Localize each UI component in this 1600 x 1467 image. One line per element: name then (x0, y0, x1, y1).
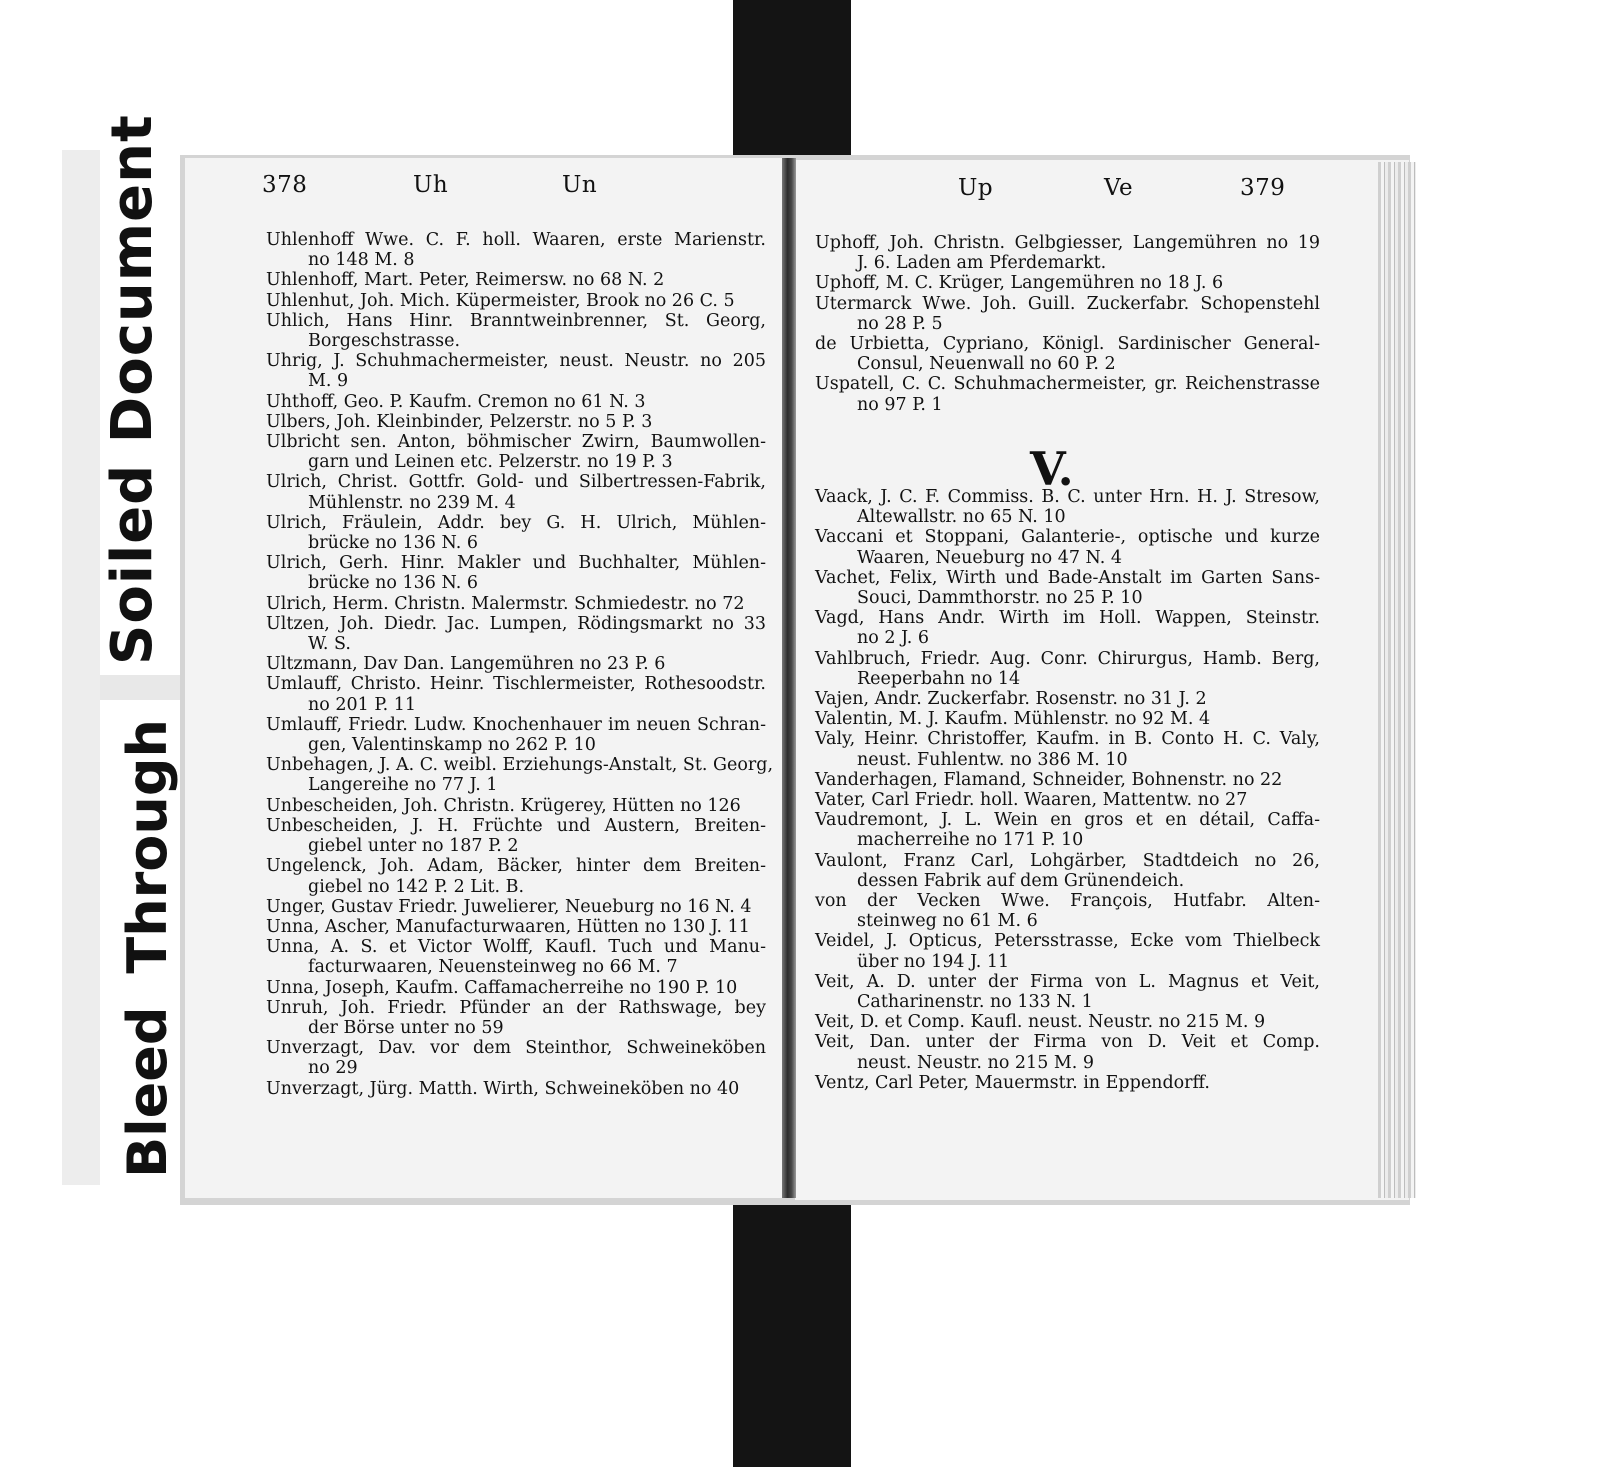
directory-entry (266, 553, 766, 593)
section-letter-v: V. (1030, 442, 1074, 496)
entry-continuation-line: dessen Fabrik auf dem Grünendeich. (857, 870, 1185, 891)
right-page-u-entries (815, 233, 1320, 415)
entry-line: Umlauff, Friedr. Ludw. Knochenhauer im neuen Schran- (266, 714, 766, 735)
entry-line: Uhlenhoff, Mart. Peter, Reimersw. no 68 N. 2 (266, 270, 665, 291)
entry-continuation-line: M. 9 (308, 371, 349, 392)
entry-line: Unna, Ascher, Manufacturwaaren, Hütten no 130 J. 11 (266, 916, 750, 937)
entry-continuation-line: Catharinenstr. no 133 N. 1 (857, 992, 1093, 1013)
directory-entry (815, 294, 1320, 334)
entry-line: Vaack, J. C. F. Commiss. B. C. unter Hrn. H. J. Stresow, (815, 487, 1320, 507)
entry-continuation-line: Souci, Dammthorstr. no 25 P. 10 (857, 588, 1143, 609)
book-gutter (782, 158, 796, 1198)
entry-continuation-line: gen, Valentinskamp no 262 P. 10 (308, 735, 596, 756)
entry-line: Unna, A. S. et Victor Wolff, Kaufl. Tuch und Manu- (266, 937, 766, 958)
directory-entry (815, 1032, 1320, 1072)
entry-continuation-line: Altewallstr. no 65 N. 10 (857, 507, 1066, 528)
entry-line: Veit, A. D. unter der Firma von L. Magnus et Veit, (815, 971, 1320, 992)
entry-continuation-line: brücke no 136 N. 6 (308, 533, 478, 554)
entry-continuation-line: facturwaaren, Neuensteinweg no 66 M. 7 (308, 957, 678, 978)
entry-line: Unbescheiden, Joh. Christn. Krügerey, Hütten no 126 (266, 795, 741, 816)
soiled-document-label: Soiled Document (100, 114, 165, 665)
directory-entry (266, 917, 766, 937)
directory-entry (815, 810, 1320, 850)
entry-line: Unna, Joseph, Kaufm. Caffamacherreihe no 190 P. 10 (266, 977, 738, 998)
entry-continuation-line: no 29 (308, 1058, 358, 1079)
directory-entry (266, 270, 766, 290)
entry-line: Vagd, Hans Andr. Wirth im Holl. Wappen, Steinstr. (815, 608, 1320, 629)
entry-line: Veidel, J. Opticus, Petersstrasse, Ecke vom Thielbeck (815, 931, 1320, 952)
entry-line: Vaulont, Franz Carl, Lohgärber, Stadtdeich no 26, (815, 850, 1320, 871)
directory-entry (815, 1012, 1320, 1032)
entry-line: von der Vecken Wwe. François, Hutfabr. Alten- (815, 891, 1320, 912)
directory-entry (266, 412, 766, 432)
left-page-number: 378 (262, 172, 308, 198)
directory-entry (815, 233, 1320, 273)
entry-line: Valy, Heinr. Christoffer, Kaufm. in B. Conto H. C. Valy, (815, 729, 1320, 750)
directory-entry (266, 1038, 766, 1078)
entry-line: Ulbricht sen. Anton, böhmischer Zwirn, Baumwollen- (266, 432, 766, 453)
directory-entry (266, 715, 766, 755)
directory-entry (266, 472, 766, 512)
entry-line: Uphoff, M. C. Krüger, Langemühren no 18 J. 6 (815, 273, 1224, 294)
entry-continuation-line: steinweg no 61 M. 6 (857, 911, 1038, 932)
entry-continuation-line: J. 6. Laden am Pferdemarkt. (857, 253, 1107, 274)
entry-line: Ulrich, Fräulein, Addr. bey G. H. Ulrich, Mühlen- (266, 512, 766, 533)
directory-entry (815, 568, 1320, 608)
entry-continuation-line: Consul, Neuenwall no 60 P. 2 (857, 354, 1116, 375)
entry-line: Vater, Carl Friedr. holl. Waaren, Mattentw. no 27 (815, 790, 1248, 811)
directory-entry (266, 594, 766, 614)
left-page-entries (266, 230, 774, 1099)
directory-entry (815, 487, 1320, 527)
entry-line: Umlauff, Christo. Heinr. Tischlermeister, Rothesoodstr. (266, 674, 766, 695)
entry-continuation-line: Langereihe no 77 J. 1 (308, 775, 498, 796)
directory-entry (266, 1079, 766, 1099)
binding-strip-bottom (733, 1198, 851, 1467)
entry-line: Uhlenhoff Wwe. C. F. holl. Waaren, erste Marienstr. (266, 230, 766, 250)
entry-line: Vanderhagen, Flamand, Schneider, Bohnenstr. no 22 (815, 769, 1283, 790)
directory-entry (815, 931, 1320, 971)
entry-line: de Urbietta, Cypriano, Königl. Sardinischer General- (815, 334, 1320, 355)
entry-continuation-line: giebel unter no 187 P. 2 (308, 836, 519, 857)
right-page-number: 379 (1240, 175, 1286, 201)
entry-line: Uhrig, J. Schuhmachermeister, neust. Neustr. no 205 (266, 351, 766, 372)
entry-line: Uphoff, Joh. Christn. Gelbgiesser, Langemühren no 19 (815, 233, 1320, 253)
entry-continuation-line: brücke no 136 N. 6 (308, 573, 478, 594)
entry-continuation-line: no 148 M. 8 (308, 250, 415, 271)
left-running-head-2: Un (562, 172, 598, 198)
entry-continuation-line: garn und Leinen etc. Pelzerstr. no 19 P. 3 (308, 452, 673, 473)
entry-continuation-line: no 2 J. 6 (857, 628, 929, 649)
entry-line: Unverzagt, Dav. vor dem Steinthor, Schweineköben (266, 1038, 766, 1059)
directory-entry (815, 334, 1320, 374)
directory-entry (266, 432, 766, 472)
directory-entry (266, 291, 766, 311)
directory-entry (266, 816, 766, 856)
entry-continuation-line: Reeperbahn no 14 (857, 668, 1021, 689)
entry-line: Veit, Dan. unter der Firma von D. Veit et Comp. (815, 1032, 1320, 1053)
entry-line: Vaccani et Stoppani, Galanterie-, optische und kurze (815, 527, 1320, 548)
entry-line: Unger, Gustav Friedr. Juwelierer, Neueburg no 16 N. 4 (266, 896, 752, 917)
side-card-gap (100, 675, 188, 700)
entry-continuation-line: no 201 P. 11 (308, 694, 416, 715)
directory-entry (266, 351, 766, 391)
directory-entry (266, 614, 766, 654)
entry-line: Unbehagen, J. A. C. weibl. Erziehungs-Anstalt, St. Georg, (266, 755, 774, 776)
right-running-head-1: Up (958, 175, 994, 201)
entry-line: Vaudremont, J. L. Wein en gros et en détail, Caffa- (815, 810, 1320, 831)
bleed-through-label: Bleed Through (116, 719, 179, 1178)
entry-line: Ulbers, Joh. Kleinbinder, Pelzerstr. no 5 P. 3 (266, 411, 653, 432)
entry-continuation-line: Borgeschstrasse. (308, 331, 461, 352)
directory-entry (266, 755, 774, 796)
left-running-head-1: Uh (413, 172, 449, 198)
directory-entry (266, 674, 766, 714)
directory-entry (266, 978, 766, 998)
directory-entry (266, 230, 766, 270)
entry-line: Uhthoff, Geo. P. Kaufm. Cremon no 61 N. 3 (266, 391, 646, 412)
right-running-head-2: Ve (1104, 175, 1134, 201)
directory-entry (815, 770, 1320, 790)
entry-continuation-line: neust. Fuhlentw. no 386 M. 10 (857, 749, 1128, 770)
entry-continuation-line: macherreihe no 171 P. 10 (857, 830, 1084, 851)
right-page-v-entries (815, 487, 1320, 1093)
directory-entry (815, 608, 1320, 648)
directory-entry (815, 790, 1320, 810)
entry-line: Unbescheiden, J. H. Früchte und Austern, Breiten- (266, 815, 766, 836)
entry-line: Veit, D. et Comp. Kaufl. neust. Neustr. no 215 M. 9 (815, 1012, 1266, 1033)
directory-entry (815, 649, 1320, 689)
directory-entry (815, 709, 1320, 729)
entry-line: Ultzmann, Dav Dan. Langemühren no 23 P. 6 (266, 654, 666, 675)
directory-entry (266, 856, 766, 896)
entry-line: Uspatell, C. C. Schuhmachermeister, gr. Reichenstrasse (815, 374, 1320, 395)
entry-line: Uhlenhut, Joh. Mich. Küpermeister, Brook no 26 C. 5 (266, 290, 735, 311)
directory-entry (815, 972, 1320, 1012)
entry-line: Vahlbruch, Friedr. Aug. Conr. Chirurgus, Hamb. Berg, (815, 648, 1320, 669)
page-edges (1378, 162, 1416, 1198)
entry-line: Unruh, Joh. Friedr. Pfünder an der Rathswage, bey (266, 997, 766, 1018)
binding-strip-top (733, 0, 851, 165)
directory-entry (815, 374, 1320, 414)
directory-entry (815, 851, 1320, 891)
entry-continuation-line: der Börse unter no 59 (308, 1017, 504, 1038)
entry-line: Ventz, Carl Peter, Mauermstr. in Eppendorff. (815, 1072, 1210, 1093)
entry-continuation-line: Mühlenstr. no 239 M. 4 (308, 492, 516, 513)
directory-entry (815, 729, 1320, 769)
directory-entry (266, 998, 766, 1038)
directory-entry (266, 513, 766, 553)
entry-continuation-line: W. S. (308, 634, 351, 655)
entry-continuation-line: neust. Neustr. no 215 M. 9 (857, 1052, 1095, 1073)
entry-line: Valentin, M. J. Kaufm. Mühlenstr. no 92 M. 4 (815, 709, 1211, 730)
entry-continuation-line: Waaren, Neueburg no 47 N. 4 (857, 547, 1123, 568)
entry-line: Ulrich, Christ. Gottfr. Gold- und Silbertressen-Fabrik, (266, 472, 766, 493)
directory-entry (815, 1073, 1320, 1093)
directory-entry (266, 392, 766, 412)
entry-line: Uhlich, Hans Hinr. Branntweinbrenner, St. Georg, (266, 310, 766, 331)
directory-entry (815, 273, 1320, 293)
entry-continuation-line: giebel no 142 P. 2 Lit. B. (308, 876, 525, 897)
entry-line: Ulrich, Herm. Christn. Malermstr. Schmiedestr. no 72 (266, 593, 745, 614)
entry-line: Utermarck Wwe. Joh. Guill. Zuckerfabr. Schopenstehl (815, 293, 1320, 314)
side-card-shadow (62, 150, 102, 1185)
entry-continuation-line: no 28 P. 5 (857, 313, 943, 334)
directory-entry (266, 796, 766, 816)
directory-entry (815, 891, 1320, 931)
entry-line: Ulrich, Gerh. Hinr. Makler und Buchhalter, Mühlen- (266, 553, 766, 574)
entry-line: Ultzen, Joh. Diedr. Jac. Lumpen, Rödingsmarkt no 33 (266, 613, 766, 634)
entry-line: Unverzagt, Jürg. Matth. Wirth, Schweineköben no 40 (266, 1078, 740, 1099)
entry-line: Vachet, Felix, Wirth und Bade-Anstalt im Garten Sans- (815, 567, 1320, 588)
directory-entry (266, 937, 766, 977)
entry-continuation-line: über no 194 J. 11 (857, 951, 1010, 972)
directory-entry (266, 897, 766, 917)
directory-entry (815, 689, 1320, 709)
directory-entry (815, 527, 1320, 567)
directory-entry (266, 311, 766, 351)
entry-line: Vajen, Andr. Zuckerfabr. Rosenstr. no 31 J. 2 (815, 689, 1207, 710)
entry-continuation-line: no 97 P. 1 (857, 394, 943, 415)
entry-line: Ungelenck, Joh. Adam, Bäcker, hinter dem Breiten- (266, 856, 766, 877)
directory-entry (266, 654, 766, 674)
